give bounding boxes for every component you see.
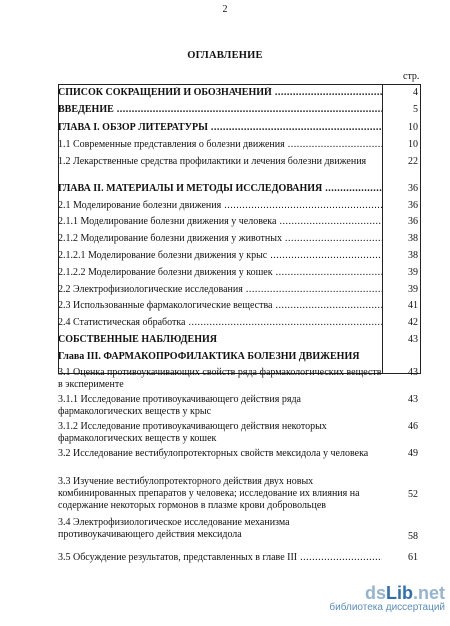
toc-page: 61 <box>408 552 418 563</box>
toc-page: 36 <box>408 200 418 211</box>
toc-entry: 3.3 Изучение вестибулопротекторного действия двух новых комбинированных препаратов у человека; исследование их влияния на содержание некоторых гормонов в плазме крови добровольцев <box>58 476 360 511</box>
toc-page: 39 <box>408 284 418 295</box>
toc-entry: 2.1.2.1 Моделирование болезни движения у крыс ..... <box>58 250 382 262</box>
toc-page: 10 <box>408 139 418 150</box>
toc-entry: 1.1 Современные представления о болезни движения ..... <box>58 139 382 151</box>
toc-page: 10 <box>408 122 418 133</box>
toc-page: 38 <box>408 233 418 244</box>
page-number: 2 <box>222 4 228 15</box>
toc-entry: 3.4 Электрофизиологическое исследование механизма противоукачивающего действия мексидола <box>58 517 290 540</box>
toc-page: 42 <box>408 317 418 328</box>
toc-page: 41 <box>408 300 418 311</box>
toc-page: 5 <box>413 104 418 115</box>
toc-entry: 2.4 Статистическая обработка ..... <box>58 317 382 329</box>
toc-entry: ГЛАВА II. МАТЕРИАЛЫ И МЕТОДЫ ИССЛЕДОВАНИЯ ..... <box>58 183 382 195</box>
toc-entry: 1.2 Лекарственные средства профилактики и лечения болезни движения <box>58 156 367 167</box>
table-border-right <box>420 84 421 374</box>
toc-page: 39 <box>408 267 418 278</box>
toc-page: 4 <box>413 87 418 98</box>
toc-page: 36 <box>408 216 418 227</box>
toc-page: 46 <box>408 421 418 432</box>
toc-entry: ГЛАВА I. ОБЗОР ЛИТЕРАТУРЫ ..... <box>58 122 382 134</box>
toc-page: 43 <box>408 367 418 378</box>
toc-page: 38 <box>408 250 418 261</box>
watermark <box>305 583 445 613</box>
toc-entry: 2.1.2 Моделирование болезни движения у животных ..... <box>58 233 382 245</box>
toc-page: 36 <box>408 183 418 194</box>
toc-page: 58 <box>408 531 418 542</box>
toc-page: 49 <box>408 448 418 459</box>
toc-title: ОГЛАВЛЕНИЕ <box>187 50 263 61</box>
toc-entry: 3.1 Оценка противоукачивающих свойств ряда фармакологических веществ в эксперименте <box>58 367 382 390</box>
toc-entry: 3.1.2 Исследование противоукачивающего действия некоторых фармакологических веществ у кошек <box>58 421 327 444</box>
toc-entry: 3.2 Исследование вестибулопротекторных свойств мексидола у человека <box>58 448 369 459</box>
toc-entry: 2.1.2.2 Моделирование болезни движения у кошек ..... <box>58 267 382 279</box>
toc-entry: 2.1 Моделирование болезни движения ..... <box>58 200 382 212</box>
toc-entry: 2.2 Электрофизиологические исследования ..... <box>58 284 382 296</box>
toc-entry: 2.3 Использованные фармакологические вещества ..... <box>58 300 382 312</box>
table-border-top <box>58 84 420 85</box>
watermark-logo: dsLib.net <box>364 583 445 603</box>
toc-entry: 2.1.1 Моделирование болезни движения у человека ..... <box>58 216 382 228</box>
toc-entry: 3.5 Обсуждение результатов, представленных в главе III ..... <box>58 552 382 564</box>
page-column-label: стр. <box>403 71 420 82</box>
toc-entry: ВВЕДЕНИЕ ..... <box>58 104 382 116</box>
toc-page: 43 <box>408 334 418 345</box>
toc-page: 22 <box>408 156 418 167</box>
toc-entry: Глава III. ФАРМАКОПРОФИЛАКТИКА БОЛЕЗНИ ДВИЖЕНИЯ <box>58 351 360 362</box>
toc-entry: СОБСТВЕННЫЕ НАБЛЮДЕНИЯ <box>58 334 217 345</box>
toc-entry: СПИСОК СОКРАЩЕНИЙ И ОБОЗНАЧЕНИЙ ..... <box>58 87 382 99</box>
watermark-subtitle: библиотека диссертаций <box>329 602 445 613</box>
toc-page: 52 <box>408 489 418 500</box>
toc-page: 43 <box>408 394 418 405</box>
toc-entry: 3.1.1 Исследование противоукачивающего действия ряда фармакологических веществ у крыс <box>58 394 301 417</box>
